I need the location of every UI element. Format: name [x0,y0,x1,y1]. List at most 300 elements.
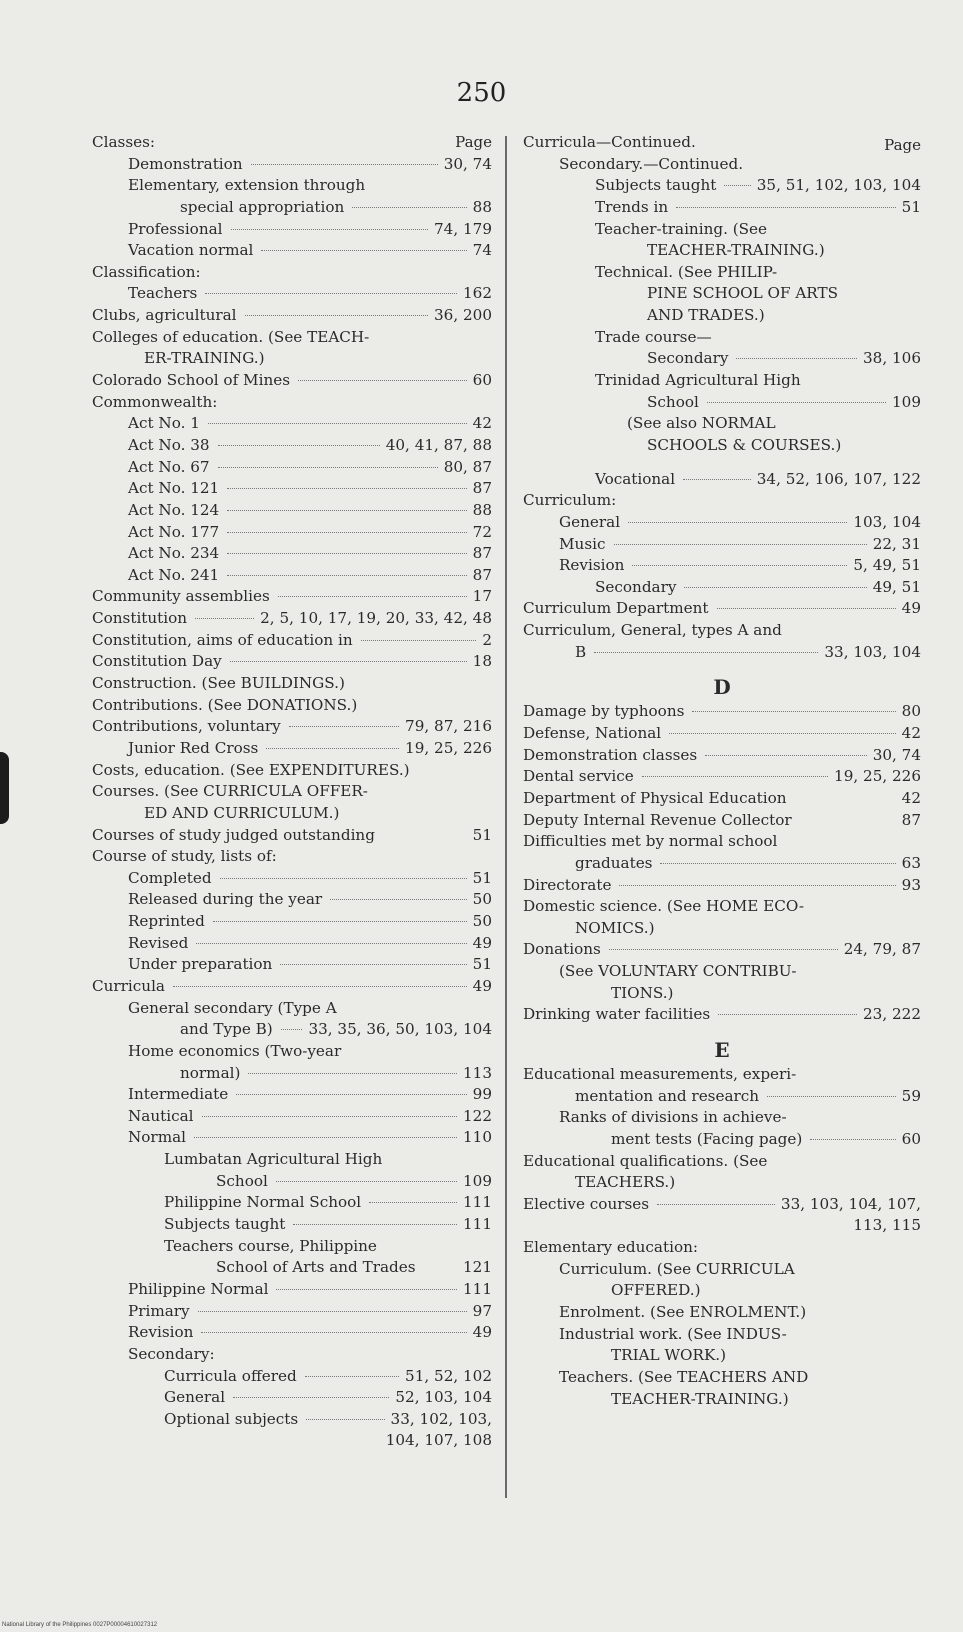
page-reference: 36, 200 [434,306,492,325]
dot-leader [245,315,428,316]
index-entry [92,1387,492,1409]
index-term: Act No. 1 [128,414,200,433]
page-reference: 30, 74 [443,154,492,173]
index-line [523,1064,921,1086]
index-term: Curricula offered [164,1366,297,1385]
index-term: Nautical [128,1106,194,1125]
index-entry [92,1063,492,1085]
index-term: Educational measurements, experi- [523,1064,797,1083]
page-reference: 72 [472,522,492,541]
dot-leader [227,575,466,576]
page-reference: 5, 49, 51 [853,556,921,575]
index-term: Vocational [595,469,676,488]
page-reference: 52, 103, 104 [395,1388,492,1407]
index-term: Vacation normal [128,241,254,260]
index-entry [523,701,921,723]
page-reference: 60 [901,1129,921,1148]
page-reference: 2 [482,630,492,649]
index-term: Curricula [92,976,165,995]
dot-leader [705,755,866,756]
index-term: School [647,392,699,411]
index-term: Curriculum. (See CURRICULA [559,1259,795,1278]
index-entry [92,522,492,544]
page-column-label: Page [884,136,921,154]
dot-leader [220,878,467,879]
index-line [523,1151,921,1173]
index-term: Intermediate [128,1085,229,1104]
index-term: Teachers course, Philippine [164,1236,377,1255]
dot-leader [767,1096,896,1097]
dot-leader [718,1014,857,1015]
index-term: Community assemblies [92,587,270,606]
index-term: Secondary [647,349,729,368]
index-entry [92,1192,492,1214]
index-term: ED AND CURRICULUM.) [144,803,340,822]
index-term: special appropriation [180,197,345,216]
page-reference: 2, 5, 10, 17, 19, 20, 33, 42, 48 [260,609,492,628]
index-term: Enrolment. (See ENROLMENT.) [559,1303,807,1322]
index-term: Donations [523,940,601,959]
dot-leader [352,207,466,208]
dot-leader [609,949,838,950]
index-entry [523,875,921,897]
page-reference: 49, 51 [872,577,921,596]
index-line [523,961,921,983]
dot-leader [628,522,847,523]
index-term: Elective courses [523,1194,650,1213]
index-entry [92,1409,492,1431]
index-term: Constitution Day [92,652,222,671]
page-reference: 50 [472,890,492,909]
index-term: Industrial work. (See INDUS- [559,1324,787,1343]
dot-leader [194,1137,457,1138]
index-term: ment tests (Facing page) [611,1129,803,1148]
index-term: Teacher-training. (See [595,219,768,238]
page-reference: 49 [472,976,492,995]
index-entry [92,933,492,955]
index-term: Revision [128,1323,194,1342]
index-entry [92,219,492,241]
dot-leader [736,358,857,359]
index-line [523,918,921,940]
index-term: SCHOOLS & COURSES.) [647,435,842,454]
section-letter: E [714,1037,730,1062]
index-term: Philippine Normal [128,1279,269,1298]
index-term: School [216,1171,268,1190]
dot-leader [227,553,466,554]
index-term: Classes: [92,133,156,151]
index-line [92,1344,492,1366]
index-line [523,490,921,512]
page-reference: 63 [901,853,921,872]
index-term: Demonstration classes [523,745,698,764]
index-entry [92,1106,492,1128]
page-reference-continued [92,1430,492,1452]
page-reference: 113 [463,1063,492,1082]
index-term: Act No. 234 [128,544,220,563]
dot-leader [306,1419,384,1420]
index-term: Elementary education: [523,1238,698,1257]
page-reference: 23, 222 [863,1005,921,1024]
index-line [523,983,921,1005]
index-entry [92,1257,492,1279]
dot-leader [632,565,847,566]
page-reference: 79, 87, 216 [405,717,492,736]
page-reference: 93 [901,875,921,894]
index-entry [523,1004,921,1026]
index-line [523,831,921,853]
page-reference: 51 [901,197,921,216]
dot-leader [278,596,467,597]
index-term: Demonstration [128,154,243,173]
index-term: Technical. (See PHILIP- [595,262,778,281]
index-term: Reprinted [128,912,205,931]
page-reference: 88 [472,500,492,519]
binding-shadow [0,752,9,824]
index-entry [92,478,492,500]
index-entry [523,1194,921,1216]
index-term: Constitution [92,609,188,628]
index-line [92,695,492,717]
index-entry [92,1301,492,1323]
index-line [92,1236,492,1258]
index-entry [523,939,921,961]
index-entry [92,1214,492,1236]
index-term: Secondary [595,577,677,596]
dot-leader [248,1073,457,1074]
index-term: Contributions, voluntary [92,717,281,736]
index-line [92,175,492,197]
index-entry [92,911,492,933]
page-reference: 33, 35, 36, 50, 103, 104 [308,1020,492,1039]
index-line [92,803,492,825]
dot-leader [195,618,254,619]
index-column-left [92,132,492,1452]
dot-leader [619,885,895,886]
dot-leader [369,1202,457,1203]
index-entry [92,305,492,327]
index-term: (See VOLUNTARY CONTRIBU- [559,962,797,981]
index-term: Damage by typhoons [523,702,685,721]
index-entry [92,738,492,760]
index-term: General [559,512,621,531]
dot-leader [692,711,895,712]
index-entry [523,1129,921,1151]
dot-leader [684,587,866,588]
page-reference: 51 [472,825,492,844]
index-term: Courses of study judged outstanding [92,825,375,844]
dot-leader [717,608,896,609]
index-term: Released during the year [128,890,323,909]
index-term: Revision [559,556,625,575]
index-term: Construction. (See BUILDINGS.) [92,674,345,693]
dot-leader [233,1397,389,1398]
page-reference: 19, 25, 226 [834,767,921,786]
dot-leader [683,479,751,480]
index-line [523,1280,921,1302]
index-line [523,1237,921,1259]
index-term: Subjects taught [595,176,717,195]
index-entry [92,868,492,890]
index-line [92,673,492,695]
page-reference: 87 [901,810,921,829]
index-entry [92,651,492,673]
index-entry [92,565,492,587]
index-line [523,327,921,349]
dot-leader [642,776,828,777]
index-line [92,781,492,803]
page-reference: 104, 107, 108 [385,1431,492,1450]
index-entry [523,723,921,745]
index-term: and Type B) [180,1020,273,1039]
page-reference: 87 [472,565,492,584]
index-term: Directorate [523,875,612,894]
page-reference: 111 [463,1193,492,1212]
dot-leader [213,921,467,922]
index-term: Trinidad Agricultural High [595,371,801,390]
dot-leader [208,423,467,424]
index-term: Colorado School of Mines [92,371,291,390]
index-term: mentation and research [575,1086,760,1105]
index-entry [92,586,492,608]
index-line [523,1302,921,1324]
page-reference: 111 [463,1279,492,1298]
index-entry [523,766,921,788]
index-entry [523,810,921,832]
index-term: (See also NORMAL [627,414,776,433]
index-entry [92,370,492,392]
index-term: Normal [128,1128,187,1147]
index-line [92,1149,492,1171]
index-entry [92,716,492,738]
index-line [92,998,492,1020]
page-reference: 59 [901,1086,921,1105]
index-line [523,154,921,176]
index-term: Act No. 241 [128,565,220,584]
page-reference: 87 [472,479,492,498]
index-heading [92,132,492,154]
index-term: Act No. 124 [128,500,220,519]
dot-leader [707,402,886,403]
page-reference: 33, 102, 103, [390,1409,492,1428]
index-entry [523,1086,921,1108]
index-line [92,262,492,284]
index-line [92,760,492,782]
index-entry [92,1366,492,1388]
index-term: Junior Red Cross [128,738,259,757]
index-term: Commonwealth: [92,392,218,411]
page-reference: 88 [472,197,492,216]
index-term: TEACHER-TRAINING.) [611,1389,789,1408]
index-term: Act No. 121 [128,479,220,498]
index-line [523,1389,921,1411]
index-entry [92,413,492,435]
page-reference: 33, 103, 104 [824,642,921,661]
index-entry [523,598,921,620]
dot-leader [724,185,750,186]
index-term: Teachers [128,284,198,303]
dot-leader [657,1204,775,1205]
index-term: Act No. 67 [128,457,210,476]
page-reference: 162 [463,284,492,303]
index-line [92,327,492,349]
index-entry [92,283,492,305]
page-reference: 40, 41, 87, 88 [385,435,492,454]
page-reference: 42 [901,788,921,807]
page-reference: 74 [472,241,492,260]
section-letter: D [713,675,731,700]
index-term: TEACHERS.) [575,1173,676,1192]
dot-leader [261,250,466,251]
page-reference: 17 [472,587,492,606]
index-term: Revised [128,933,189,952]
page-reference: 42 [472,414,492,433]
index-entry [523,469,921,491]
index-line [92,846,492,868]
page-reference: 38, 106 [863,349,921,368]
index-line [523,413,921,435]
page-reference: 49 [472,933,492,952]
index-entry [92,197,492,219]
index-entry [523,577,921,599]
dot-leader [198,1311,467,1312]
dot-leader [227,532,466,533]
index-entry [523,555,921,577]
dot-leader [280,964,466,965]
index-entry [92,1127,492,1149]
index-line [523,1107,921,1129]
dot-leader [236,1094,466,1095]
page-reference: 33, 103, 104, 107, [780,1194,921,1213]
index-entry [92,825,492,847]
index-entry [523,788,921,810]
index-term: Deputy Internal Revenue Collector [523,810,792,829]
dot-leader [266,748,399,749]
index-term: graduates [575,853,653,872]
index-line [92,392,492,414]
page-reference: 42 [901,724,921,743]
page-column-label: Page [455,133,492,151]
dot-leader [676,207,896,208]
index-term: Lumbatan Agricultural High [164,1150,383,1169]
index-term: TRIAL WORK.) [611,1346,727,1365]
index-line [92,348,492,370]
index-line [523,1172,921,1194]
page-reference: 87 [472,544,492,563]
index-term: Clubs, agricultural [92,306,237,325]
scan-footer: National Library of the Philippines 0027P00004610027312 [2,1622,158,1628]
index-entry [92,1084,492,1106]
index-line [523,1345,921,1367]
index-term: TIONS.) [611,983,674,1002]
dot-leader [230,661,467,662]
page-reference: 49 [472,1323,492,1342]
index-term: Constitution, aims of education in [92,630,353,649]
index-term: Curriculum, General, types A and [523,621,782,640]
page-reference: 30, 74 [872,745,921,764]
index-term: Department of Physical Education [523,788,787,807]
index-line [523,1324,921,1346]
index-term: Colleges of education. (See TEACH- [92,327,370,346]
index-term: Elementary, extension through [128,176,366,195]
dot-leader [281,1029,303,1030]
page-reference: 35, 51, 102, 103, 104 [756,176,921,195]
index-term: NOMICS.) [575,918,655,937]
index-term: Philippine Normal School [164,1193,362,1212]
index-line [523,435,921,457]
index-entry [92,543,492,565]
index-line [523,283,921,305]
dot-leader [305,1376,399,1377]
dot-leader [218,445,380,446]
index-entry [92,435,492,457]
index-entry [92,889,492,911]
page-reference: 34, 52, 106, 107, 122 [756,469,921,488]
index-line [523,305,921,327]
index-line [92,1041,492,1063]
index-line [523,370,921,392]
index-entry [523,197,921,219]
page-reference: 103, 104 [853,512,921,531]
index-term: Educational qualifications. (See [523,1151,768,1170]
dot-leader [202,1116,457,1117]
index-term: Act No. 38 [128,435,210,454]
column-divider [505,136,507,1498]
index-term: Curriculum Department [523,599,709,618]
index-entry [523,348,921,370]
page-reference: 50 [472,912,492,931]
page-reference: 80, 87 [443,457,492,476]
index-entry [92,1019,492,1041]
index-line [523,1367,921,1389]
page-reference: 51, 52, 102 [405,1366,492,1385]
index-term: B [575,642,587,661]
dot-leader [614,544,867,545]
page-reference: 113, 115 [853,1216,921,1235]
index-term: School of Arts and Trades [216,1258,416,1277]
index-term: Curricula—Continued. [523,133,696,151]
index-term: General [164,1388,226,1407]
page-reference: 111 [463,1215,492,1234]
index-term: Trends in [595,197,669,216]
index-heading [523,132,921,154]
page-reference: 109 [892,392,921,411]
dot-leader [361,640,477,641]
index-entry [523,642,921,664]
index-term: Music [559,534,606,553]
index-term: PINE SCHOOL OF ARTS [647,284,838,303]
index-term: Course of study, lists of: [92,847,277,866]
index-line [523,896,921,918]
index-term: Teachers. (See TEACHERS AND [559,1367,809,1386]
page-reference: 60 [472,371,492,390]
page-reference: 74, 179 [434,219,492,238]
index-term: Domestic science. (See HOME ECO- [523,897,805,916]
index-term: Secondary.—Continued. [559,154,744,173]
page-number: 250 [456,78,507,108]
page-reference: 110 [463,1128,492,1147]
dot-leader [205,293,457,294]
index-line [523,219,921,241]
dot-leader [810,1139,895,1140]
dot-leader [276,1181,457,1182]
page-reference: 121 [463,1258,492,1277]
index-term: Ranks of divisions in achieve- [559,1108,787,1127]
index-term: Difficulties met by normal school [523,832,778,851]
dot-leader [173,986,467,987]
dot-leader [293,1224,457,1225]
page-reference: 19, 25, 226 [405,738,492,757]
